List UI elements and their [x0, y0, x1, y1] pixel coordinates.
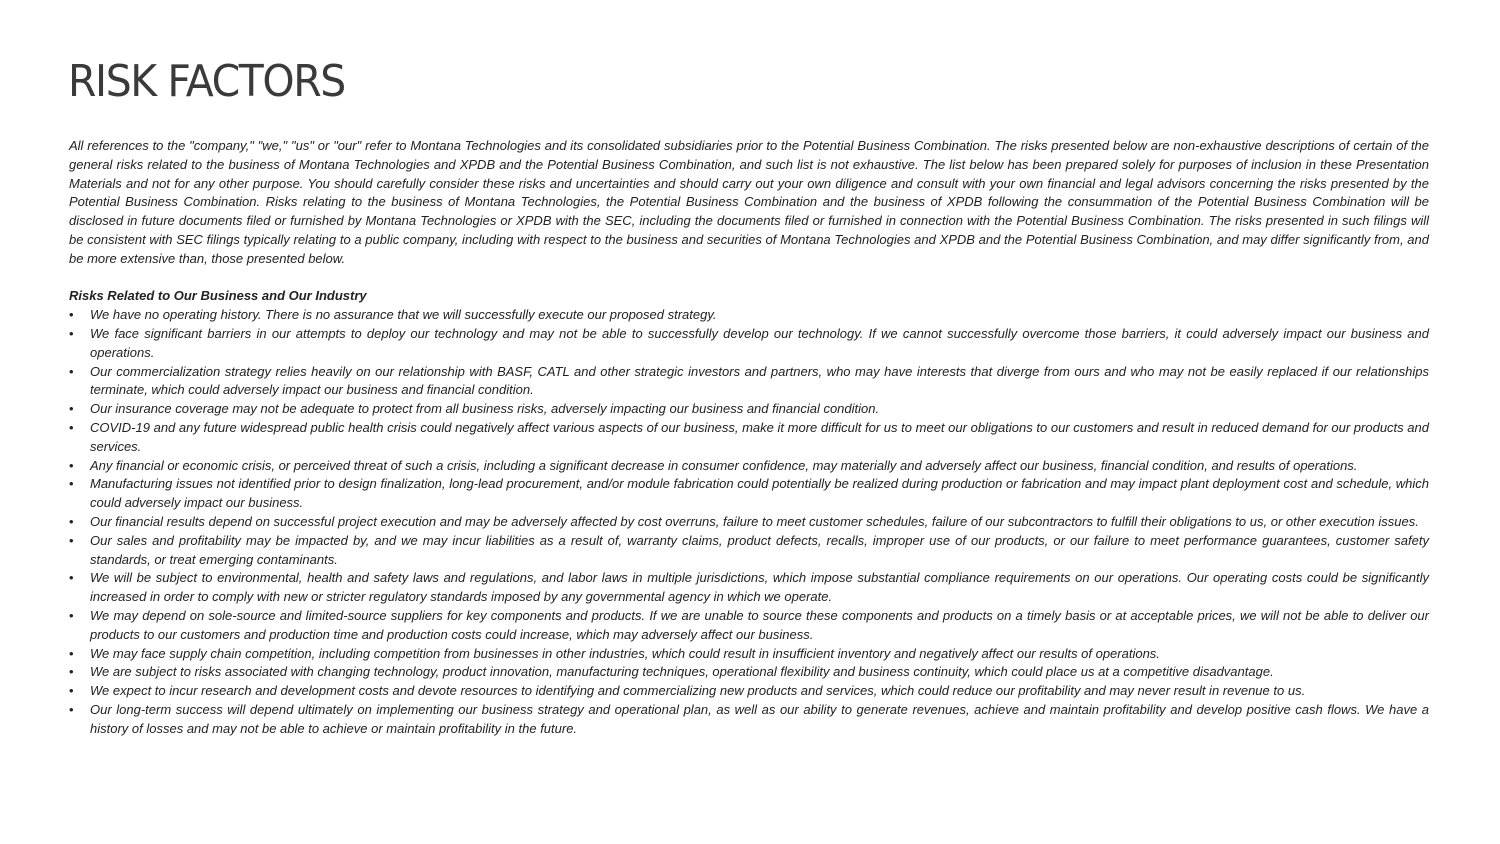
bullet-icon: • — [69, 419, 74, 435]
list-item-text: Manufacturing issues not identified prior to design finalization, long-lead procurement, and/or module fabrication could potentially be realized during production or fabrication and may impact plant deployment cost and schedule, which could adversely impact our business. — [90, 476, 1429, 511]
list-item — [69, 306, 1429, 325]
list-item-text: We face significant barriers in our attempts to deploy our technology and may not be able to successfully develop our technology. If we cannot successfully overcome those barriers, it could adversely impact our business and operations. — [90, 325, 1429, 360]
list-item-text: We have no operating history. There is no assurance that we will successfully execute our proposed strategy. — [90, 307, 717, 323]
risk-list — [69, 306, 1429, 738]
risk-factors-content — [69, 137, 1429, 739]
list-item — [69, 419, 1429, 457]
list-item-text: We will be subject to environmental, health and safety laws and regulations, and labor laws in multiple jurisdictions, which impose substantial compliance requirements on our operations. Our operating costs could be significantly increased in order to comply with new or stricter regulatory standards imposed by any governmental agency in which we operate. — [90, 570, 1429, 605]
list-item-text: We expect to incur research and development costs and devote resources to identifying and commercializing new products and services, which could reduce our profitability and may never result in revenue to us. — [90, 683, 1306, 699]
bullet-icon: • — [69, 401, 74, 417]
list-item — [69, 701, 1429, 739]
bullet-icon: • — [69, 701, 74, 717]
list-item-text: Any financial or economic crisis, or perceived threat of such a crisis, including a significant decrease in consumer confidence, may materially and adversely affect our business, financial condition, and results of operations. — [90, 457, 1358, 473]
list-item — [69, 532, 1429, 570]
bullet-icon: • — [69, 664, 74, 680]
list-item-text: Our commercialization strategy relies heavily on our relationship with BASF, CATL and other strategic investors and partners, who may have interests that diverge from ours and who may not be easily replaced if our relationships terminate, which could adversely impact our business and financial condition. — [90, 363, 1429, 398]
list-item — [69, 457, 1429, 476]
list-item — [69, 645, 1429, 664]
list-item-text: We are subject to risks associated with changing technology, product innovation, manufacturing techniques, operational flexibility and business continuity, which could place us at a competitive disadvantage. — [90, 664, 1274, 680]
list-item — [69, 607, 1429, 645]
bullet-icon: • — [69, 476, 74, 492]
list-item-text: We may depend on sole-source and limited-source suppliers for key components and products. If we are unable to source these components and products on a timely basis or at acceptable prices, we will not be able to deliver our products to our customers and production time and production costs could increase, which may adversely affect our business. — [90, 607, 1429, 642]
list-item-text: Our insurance coverage may not be adequate to protect from all business risks, adversely impacting our business and financial condition. — [90, 401, 880, 417]
intro-paragraph: All references to the "company," "we," "us" or "our" refer to Montana Technologies and its consolidated subsidiaries prior to the Potential Business Combination. The risks presented below are non-exhaustive descriptions of certain of the general risks related to the business of Montana Technologies and XPDB and the Potential Business Combination, and such list is not exhaustive. The list below has been prepared solely for purposes of inclusion in these Presentation Materials and not for any other purpose. You should carefully consider these risks and uncertainties and should carry out your own diligence and consult with your own financial and legal advisors concerning the risks presented by the Potential Business Combination. Risks relating to the business of Montana Technologies, the Potential Business Combination and the business of XPDB following the consummation of the Potential Business Combination will be disclosed in future documents filed or furnished by Montana Technologies or XPDB with the SEC, including the documents filed or furnished in connection with the Potential Business Combination. The risks presented in such filings will be consistent with SEC filings typically relating to a public company, including with respect to the business and securities of Montana Technologies and XPDB and the Potential Business Combination, and may differ significantly from, and be more extensive than, those presented below. — [69, 138, 1429, 266]
bullet-icon: • — [69, 363, 74, 379]
bullet-icon: • — [69, 683, 74, 699]
list-item-text: Our sales and profitability may be impacted by, and we may incur liabilities as a result of, warranty claims, product defects, recalls, improper use of our products, or our failure to meet performance guarantees, customer safety standards, or treat emerging contaminants. — [90, 532, 1429, 567]
list-item — [69, 475, 1429, 513]
bullet-icon: • — [69, 645, 74, 661]
bullet-icon: • — [69, 513, 74, 529]
list-item — [69, 325, 1429, 363]
list-item — [69, 682, 1429, 701]
list-item-text: Our financial results depend on successful project execution and may be adversely affected by cost overruns, failure to meet customer schedules, failure of our subcontractors to fulfill their obligations to us, or other execution issues. — [90, 513, 1419, 529]
list-item — [69, 363, 1429, 401]
bullet-icon: • — [69, 457, 74, 473]
list-item — [69, 400, 1429, 419]
bullet-icon: • — [69, 325, 74, 341]
list-item — [69, 569, 1429, 607]
list-item-text: COVID-19 and any future widespread public health crisis could negatively affect various aspects of our business, make it more difficult for us to meet our obligations to our customers and result in reduced demand for our products and services. — [90, 419, 1429, 454]
list-item-text: We may face supply chain competition, including competition from businesses in other industries, which could result in insufficient inventory and negatively affect our results of operations. — [90, 645, 1160, 661]
page-title: RISK FACTORS — [68, 56, 345, 107]
section-heading: Risks Related to Our Business and Our Industry — [69, 288, 367, 304]
bullet-icon: • — [69, 607, 74, 623]
list-item — [69, 513, 1429, 532]
bullet-icon: • — [69, 307, 74, 323]
list-item — [69, 663, 1429, 682]
list-item-text: Our long-term success will depend ultimately on implementing our business strategy and operational plan, as well as our ability to generate revenues, achieve and maintain profitability and develop positive cash flows. We have a history of losses and may not be able to achieve or maintain profitability in the future. — [90, 701, 1429, 736]
bullet-icon: • — [69, 570, 74, 586]
bullet-icon: • — [69, 532, 74, 548]
